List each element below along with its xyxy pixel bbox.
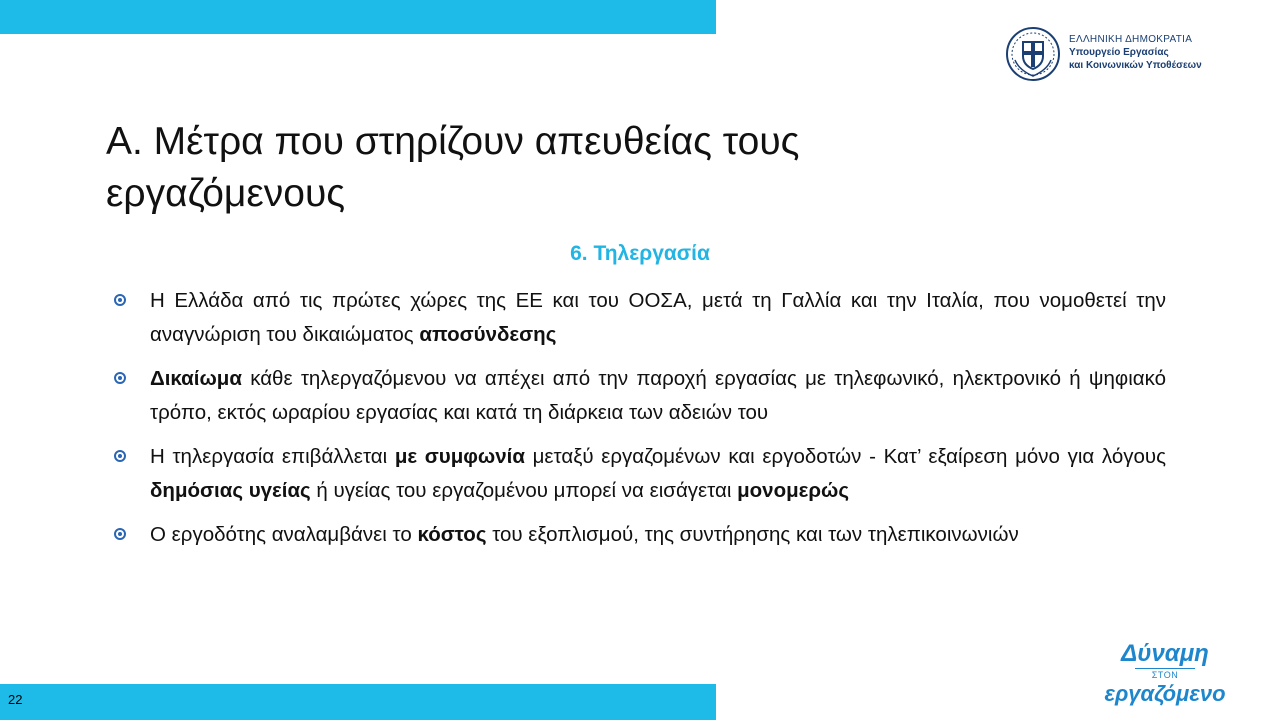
bullet-bold-text: αποσύνδεσης: [419, 323, 557, 346]
ministry-line1: ΕΛΛΗΝΙΚΗ ΔΗΜΟΚΡΑΤΙΑ: [1069, 34, 1193, 45]
bullet-icon: [114, 450, 126, 462]
bullet-item: [112, 440, 1166, 508]
bullet-icon: [114, 372, 126, 384]
ministry-text: [1069, 33, 1202, 72]
bullet-list: [112, 284, 1166, 562]
bottom-accent-bar: [0, 684, 716, 720]
bullet-bold-text: κόστος: [417, 523, 487, 546]
top-accent-bar: [0, 0, 716, 34]
bullet-bold-text: Δικαίωμα: [150, 367, 242, 390]
brand-line3: εργαζόμενο: [1104, 681, 1226, 706]
bullet-icon: [114, 528, 126, 540]
bullet-text: Η Ελλάδα από τις πρώτες χώρες της ΕΕ και του ΟΟΣΑ, μετά τη Γαλλία και την Ιταλία, που νομοθετεί την αναγνώριση του δικαιώματος: [150, 289, 1166, 346]
bullet-icon: [114, 294, 126, 306]
bullet-item: [112, 362, 1166, 430]
bullet-text: κάθε τηλεργαζόμενου να απέχει από την παροχή εργασίας με τηλεφωνικό, ηλεκτρονικό ή ψηφιακό τρόπο, εκτός ωραρίου εργασίας και κατά τη διάρκεια των αδειών του: [150, 367, 1166, 424]
slide-subtitle: 6. Τηλεργασία: [570, 242, 710, 265]
bullet-text: Ο εργοδότης αναλαμβάνει το: [150, 523, 418, 546]
bullet-text: μεταξύ εργαζομένων και εργοδοτών - Κατ’ εξαίρεση μόνο για λόγους: [524, 445, 1166, 468]
bullet-item: [112, 284, 1166, 352]
greek-coat-of-arms-icon: [1005, 26, 1061, 82]
bullet-item: [112, 518, 1166, 552]
brand-logo: [1100, 640, 1230, 714]
slide-title: Α. Μέτρα που στηρίζουν απευθείας τους εργαζόμενους: [106, 120, 800, 215]
bullet-bold-text: δημόσιας υγείας: [150, 479, 311, 502]
bullet-bold-text: με συμφωνία: [394, 445, 525, 468]
bullet-text: ή υγείας του εργαζομένου μπορεί να εισάγεται: [310, 479, 738, 502]
bullet-bold-text: μονομερώς: [737, 479, 850, 502]
ministry-line2: Υπουργείο Εργασίας: [1069, 47, 1169, 58]
bullet-text: Η τηλεργασία επιβάλλεται: [150, 445, 395, 468]
bullet-text: του εξοπλισμού, της συντήρησης και των τηλεπικοινωνιών: [486, 523, 1019, 546]
page-number: 22: [8, 692, 23, 707]
brand-line2: ΣΤΟΝ: [1135, 668, 1195, 681]
ministry-logo: [1005, 26, 1235, 86]
ministry-line3: και Κοινωνικών Υποθέσεων: [1069, 60, 1202, 71]
brand-line1: Δύναμη: [1121, 640, 1209, 667]
